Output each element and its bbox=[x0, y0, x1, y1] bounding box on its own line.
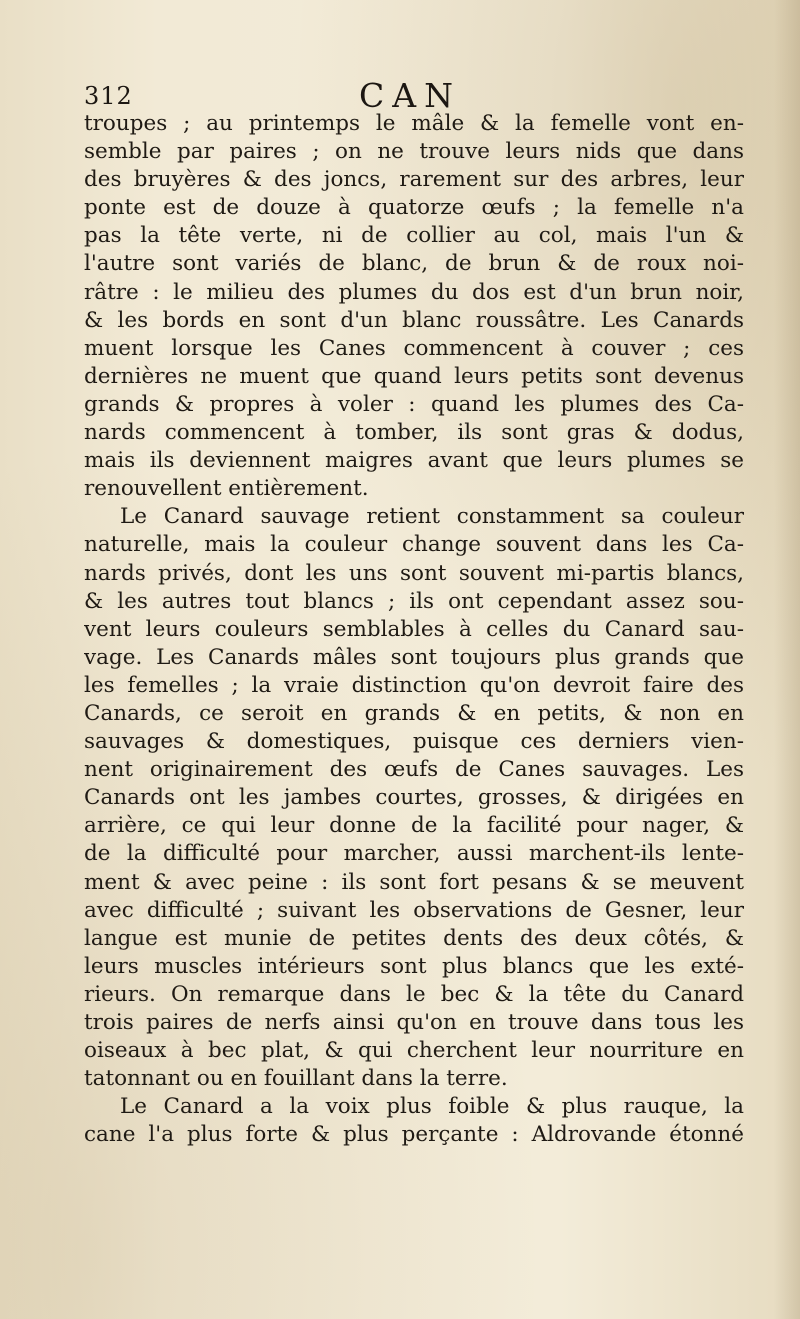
text-line: avec difficulté ; suivant les observations de Gesner, leur bbox=[84, 897, 744, 923]
text-line: semble par paires ; on ne trouve leurs nids que dans bbox=[84, 139, 744, 165]
text-line: rieurs. On remarque dans le bec & la tête du Canard bbox=[84, 981, 744, 1007]
text-line: sauvages & domestiques, puisque ces derniers vien- bbox=[84, 729, 744, 755]
text-line: des bruyères & des joncs, rarement sur des arbres, leur bbox=[84, 167, 744, 193]
text-line: troupes ; au printemps le mâle & la femelle vont en- bbox=[84, 111, 744, 136]
text-line: trois paires de nerfs ainsi qu'on en trouve dans tous les bbox=[84, 1010, 744, 1035]
text-line: râtre : le milieu des plumes du dos est d'un brun noir, bbox=[84, 279, 744, 305]
text-line: leurs muscles intérieurs sont plus blancs que les exté- bbox=[84, 953, 744, 979]
text-line: naturelle, mais la couleur change souvent dans les Ca- bbox=[84, 532, 744, 558]
text-line: nards commencent à tomber, ils sont gras & dodus, bbox=[84, 420, 744, 446]
text-line: tatonnant ou en fouillant dans la terre. bbox=[84, 1066, 508, 1092]
text-line: arrière, ce qui leur donne de la facilité pour nager, & bbox=[84, 813, 744, 839]
text-line: Canards ont les jambes courtes, grosses, & dirigées en bbox=[84, 785, 744, 811]
text-line: mais ils deviennent maigres avant que leurs plumes se bbox=[84, 448, 744, 474]
text-line: cane l'a plus forte & plus perçante : Aldrovande étonné bbox=[84, 1122, 744, 1148]
text-line: l'autre sont variés de blanc, de brun & de roux noi- bbox=[84, 251, 744, 277]
text-line: ment & avec peine : ils sont fort pesans & se meuvent bbox=[84, 869, 744, 895]
text-line: renouvellent entièrement. bbox=[84, 476, 369, 502]
text-line: langue est munie de petites dents des deux côtés, & bbox=[84, 925, 744, 951]
text-line: pas la tête verte, ni de collier au col, mais l'un & bbox=[84, 223, 744, 249]
text-line: vage. Les Canards mâles sont toujours plus grands que bbox=[84, 644, 744, 670]
body-text bbox=[84, 110, 744, 1149]
text-line: les femelles ; la vraie distinction qu'on devroit faire des bbox=[84, 672, 744, 698]
text-line: oiseaux à bec plat, & qui cherchent leur nourriture en bbox=[84, 1038, 744, 1064]
text-line: dernières ne muent que quand leurs petits sont devenus bbox=[84, 363, 744, 389]
text-line: nards privés, dont les uns sont souvent mi-partis blancs, bbox=[84, 560, 744, 586]
running-head: CAN bbox=[359, 76, 461, 115]
text-line: de la difficulté pour marcher, aussi marchent-ils lente- bbox=[84, 841, 744, 867]
text-line: nent originairement des œufs de Canes sauvages. Les bbox=[84, 757, 744, 783]
text-line: grands & propres à voler : quand les plumes des Ca- bbox=[84, 391, 744, 417]
text-line: vent leurs couleurs semblables à celles du Canard sau- bbox=[84, 616, 744, 642]
text-line: & les autres tout blancs ; ils ont cependant assez sou- bbox=[84, 588, 744, 614]
text-line: & les bords en sont d'un blanc roussâtre. Les Canards bbox=[84, 307, 744, 333]
text-line: ponte est de douze à quatorze œufs ; la femelle n'a bbox=[84, 195, 744, 221]
text-line: Le Canard sauvage retient constamment sa couleur bbox=[120, 504, 744, 530]
text-line: Canards, ce seroit en grands & en petits, & non en bbox=[84, 700, 744, 726]
page-number: 312 bbox=[84, 82, 133, 110]
text-line: Le Canard a la voix plus foible & plus rauque, la bbox=[120, 1094, 744, 1120]
page-edge-shadow bbox=[774, 0, 800, 1319]
text-line: muent lorsque les Canes commencent à couver ; ces bbox=[84, 335, 744, 361]
